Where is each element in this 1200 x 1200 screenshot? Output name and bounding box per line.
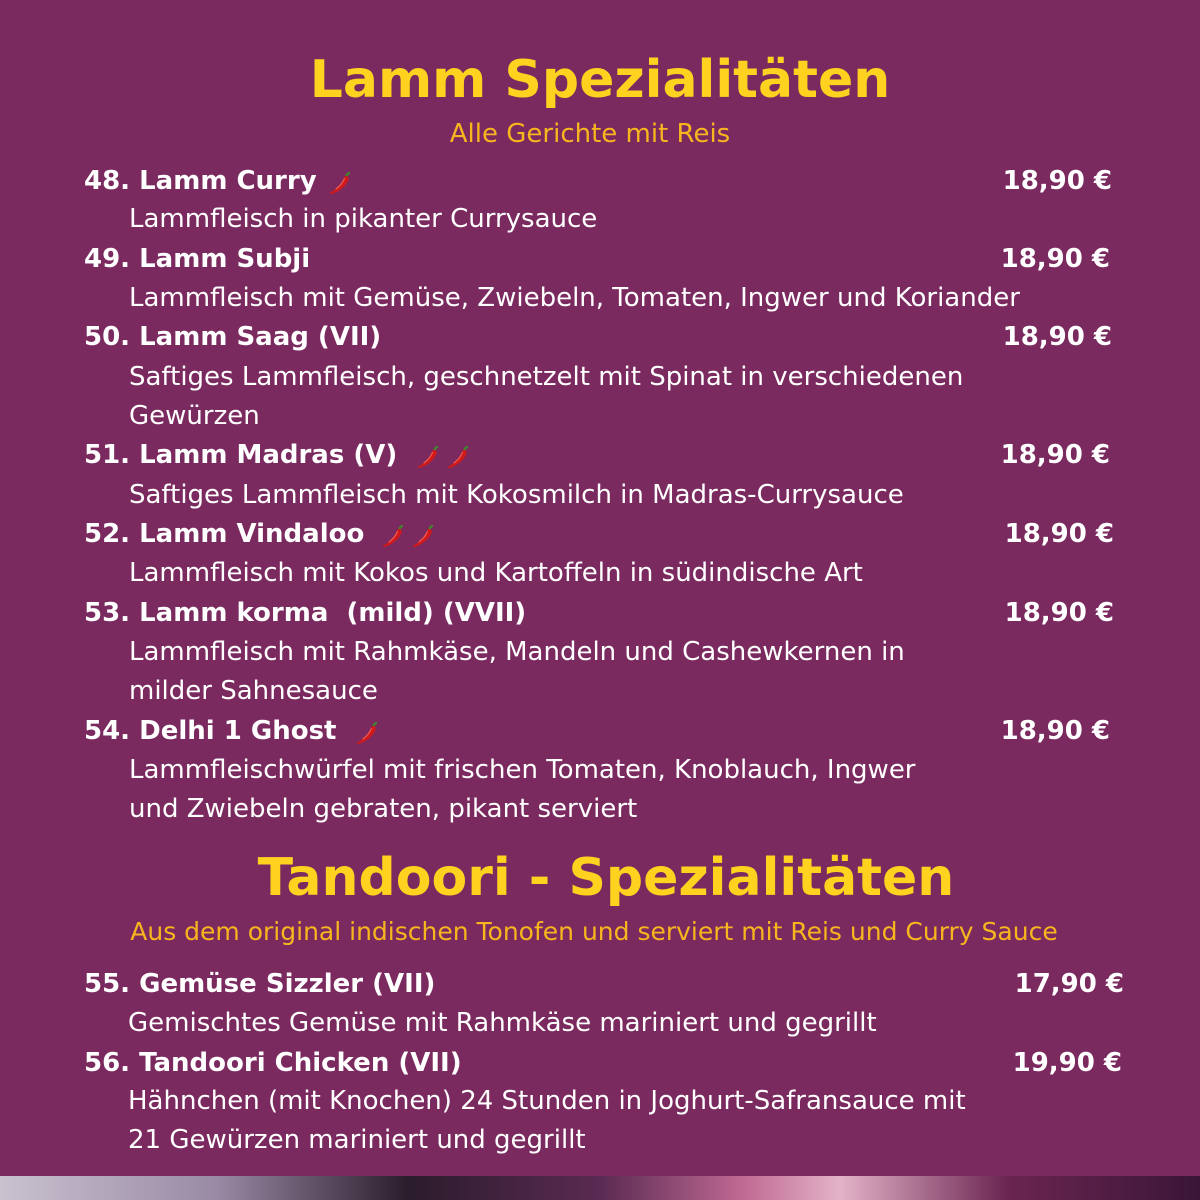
section-subtitle-tandoori: Aus dem original indischen Tonofen und serviert mit Reis und Curry Sauce	[130, 917, 1058, 946]
chili-rating	[327, 167, 357, 197]
chili-rating	[380, 520, 440, 550]
menu-item-name	[84, 715, 384, 747]
menu-item-price: 17,90 €	[1014, 969, 1124, 999]
menu-item-name	[84, 321, 381, 353]
menu-item-label: 52. Lamm Vindaloo	[84, 519, 365, 549]
menu-item-label: 56. Tandoori Chicken (VII)	[84, 1048, 462, 1078]
menu-item-label: 50. Lamm Saag (VII)	[84, 322, 382, 352]
menu-item-description: Gemischtes Gemüse mit Rahmkäse mariniert und gegrillt	[128, 1008, 877, 1038]
chili-pepper-icon	[415, 443, 443, 471]
chili-pepper-icon	[354, 719, 382, 747]
menu-item-description: Hähnchen (mit Knochen) 24 Stunden in Joghurt-Safransauce mit	[128, 1086, 966, 1116]
menu-item-description: Lammfleischwürfel mit frischen Tomaten, Knoblauch, Ingwer	[129, 755, 916, 785]
chili-pepper-icon	[380, 522, 408, 550]
chili-pepper-icon	[327, 169, 355, 197]
chili-pepper-icon	[410, 522, 438, 550]
chili-rating	[415, 441, 475, 471]
menu-item-label: 55. Gemüse Sizzler (VII)	[84, 969, 436, 999]
menu-item-price: 19,90 €	[1012, 1048, 1122, 1078]
menu-item-description: Saftiges Lammfleisch, geschnetzelt mit Spinat in verschiedenen	[129, 362, 964, 392]
menu-item-label: 51. Lamm Madras (V)	[84, 440, 398, 470]
section-subtitle-lamm: Alle Gerichte mit Reis	[449, 119, 731, 149]
menu-item-name	[84, 968, 435, 1000]
section-title-lamm: Lamm Spezialitäten	[309, 50, 891, 110]
menu-item-description: und Zwiebeln gebraten, pikant serviert	[129, 794, 638, 824]
menu-item-description: Lammfleisch in pikanter Currysauce	[129, 204, 598, 234]
menu-item-price: 18,90 €	[1000, 716, 1110, 746]
bottom-photo-strip	[0, 1176, 1200, 1200]
chili-rating	[354, 717, 384, 747]
menu-item-description: Lammfleisch mit Gemüse, Zwiebeln, Tomaten, Ingwer und Koriander	[129, 283, 1020, 313]
menu-item-price: 18,90 €	[1000, 244, 1110, 274]
menu-item-name	[84, 1047, 462, 1079]
menu-item-name	[84, 165, 357, 197]
menu-item-label: 54. Delhi 1 Ghost	[84, 716, 337, 746]
menu-item-description: Lammfleisch mit Rahmkäse, Mandeln und Cashewkernen in	[129, 637, 905, 667]
menu-item-name	[84, 243, 310, 275]
menu-item-description: milder Sahnesauce	[129, 676, 378, 706]
menu-item-description: Lammfleisch mit Kokos und Kartoffeln in südindische Art	[129, 558, 863, 588]
menu-item-label: 48. Lamm Curry	[84, 166, 317, 196]
menu-item-description: Gewürzen	[129, 401, 260, 431]
chili-pepper-icon	[445, 443, 473, 471]
menu-item-name	[84, 597, 526, 629]
menu-item-price: 18,90 €	[1000, 440, 1110, 470]
menu-item-label: 53. Lamm korma (mild) (VVII)	[84, 598, 527, 628]
menu-item-description: 21 Gewürzen mariniert und gegrillt	[128, 1125, 586, 1155]
menu-item-name	[84, 518, 440, 550]
menu-item-label: 49. Lamm Subji	[84, 244, 311, 274]
menu-item-price: 18,90 €	[1004, 598, 1114, 628]
menu-item-price: 18,90 €	[1004, 519, 1114, 549]
menu-item-name	[84, 439, 475, 471]
menu-item-price: 18,90 €	[1002, 166, 1112, 196]
menu-item-description: Saftiges Lammfleisch mit Kokosmilch in Madras-Currysauce	[129, 480, 904, 510]
section-title-tandoori: Tandoori - Spezialitäten	[257, 848, 955, 908]
menu-item-price: 18,90 €	[1002, 322, 1112, 352]
